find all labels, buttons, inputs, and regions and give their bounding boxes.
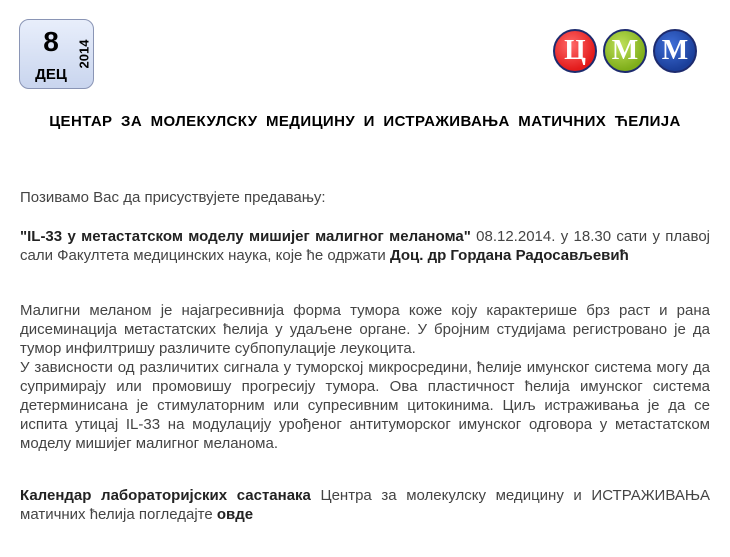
calendar-label: Календар лабораторијских састанака — [20, 487, 311, 504]
lecture-title: "IL-33 у метастатском моделу мишијег малигног меланома" — [20, 228, 471, 245]
abstract-paragraph-2: У зависности од различитих сигнала у туморској микросредини, ћелије имунског система могу да супримирају или промовишу прогресију тумора. Ова пластичност ћелија имунског система детерминисана је стимулаторним или супресивним цитокинима. Циљ истраживања је да се испита утицај IL-33 на модулацију урођеног антитуморског имунског одговора у метастатском моделу мишијег малигног меланома. — [20, 359, 710, 452]
calendar-link[interactable]: овде — [216, 506, 254, 523]
lecture-abstract — [20, 301, 710, 453]
calendar-text: Центра за молекулску медицину и ИСТРАЖИВАЊА матичних ћелија погледајте — [20, 487, 710, 523]
lecture-details: 08.12.2014. у 18.30 сати у плавој сали Факултета медицинских наука, које ће одржати — [20, 228, 710, 264]
logo-letter-m1: М — [603, 29, 647, 73]
calendar-note — [20, 486, 710, 524]
invitation-text: Позивамо Вас да присуствујете предавању: — [20, 189, 326, 206]
page-title: ЦЕНТАР ЗА МОЛЕКУЛСКУ МЕДИЦИНУ И ИСТРАЖИВАЊА МАТИЧНИХ ЋЕЛИЈА — [49, 113, 681, 130]
date-badge — [19, 19, 94, 89]
abstract-paragraph-1: Малигни меланом је најагресивнија форма тумора коже коју карактерише брз раст и рана дисеминација метастатских ћелија у удаљене органе. У бројним студијама регистровано је да тумор инфилтришу различите субпопулације леукоцита. — [20, 302, 710, 357]
lecture-speaker: Доц. др Гордана Радосављевић — [389, 247, 629, 264]
logo-letter-ts: Ц — [553, 29, 597, 73]
date-year: 2014 — [76, 39, 92, 69]
lecture-announcement — [20, 227, 710, 265]
date-month: ДЕЦ — [35, 66, 67, 83]
logo-letter-m2: М — [653, 29, 697, 73]
ccmm-logo — [553, 29, 703, 74]
date-day: 8 — [43, 26, 59, 57]
